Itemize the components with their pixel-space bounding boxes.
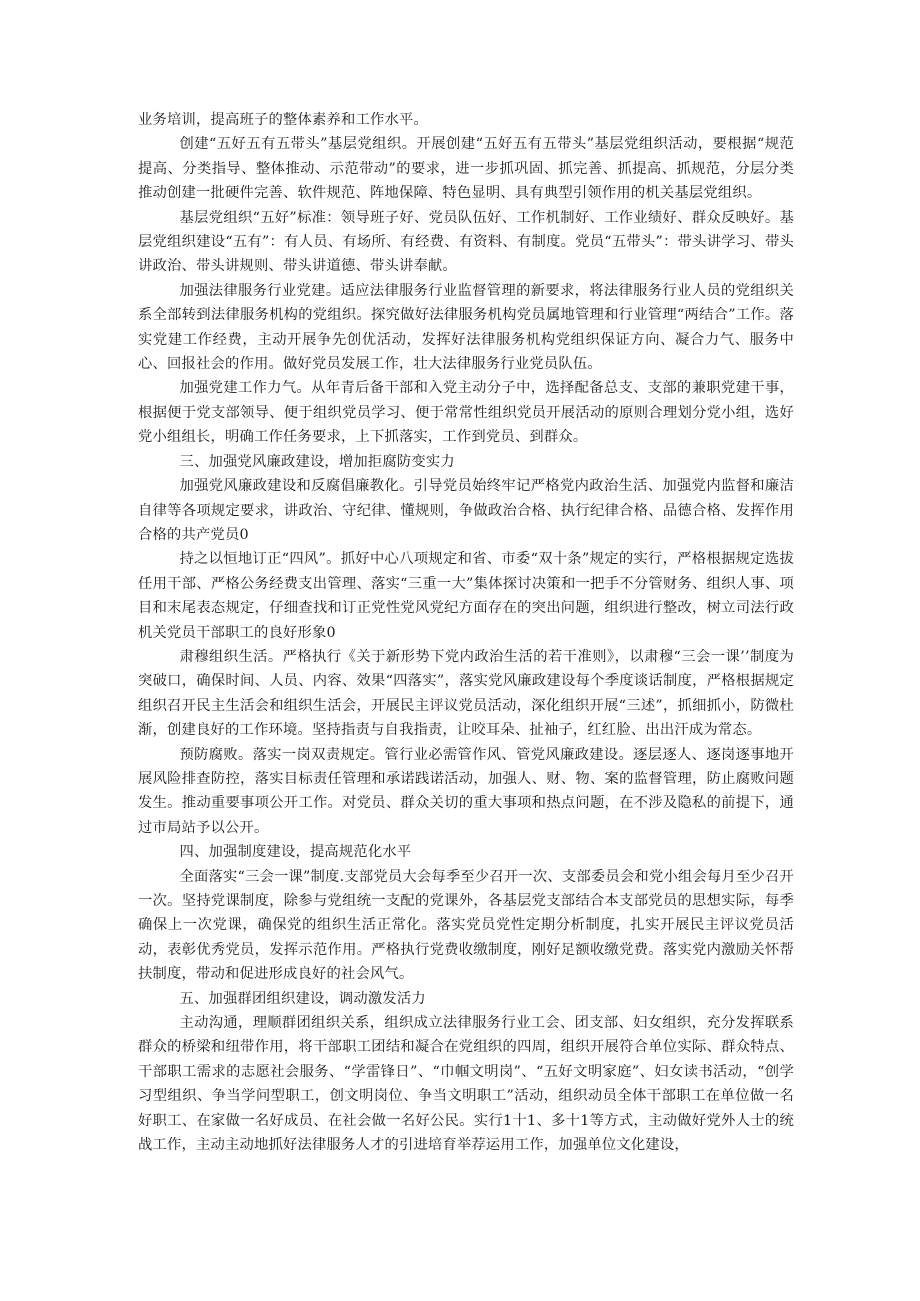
paragraph-five-good-creation: 创建“五好五有五带头”基层党组织。开展创建“五好五有五带头”基层党组织活动，要根据“规范提高、分类指导、整体推动、示范带动”的要求，进一步抓巩固、抓完善、抓提高、抓规范，分层分类推动创建一批硬件完善、软件规范、阵地保障、特色显明、具有典型引领作用的机关基层党组织。 [138, 136, 794, 202]
paragraph-organizational-life: 肃穆组织生活。严格执行《关于新形势下党内政治生活的若干准则》，以肃穆“三会一课’’制度为突破口，确保时间、人员、内容、效果“四落实”，落实党风廉政建设每个季度谈话制度，严格根据规定组织召开民主生活会和组织生活会，开展民主评议党员活动，深化组织开展“三述”，抓细抓小，防微杜渐，创建良好的工作环境。坚持指责与自我指责，让咬耳朵、扯袖子，红红脸、出出汗成为常态。 [138, 648, 794, 739]
section-heading-4: 四、加强制度建设，提高规范化水平 [179, 844, 412, 861]
paragraph-anti-corruption-education: 加强党风廉政建设和反腐倡廉教化。引导党员始终牢记严格党内政治生活、加强党内监督和廉洁自律等各项规定要求，讲政治、守纪律、懂规则，争做政治合格、执行纪律合格、品德合格、发挥作用合格的共产党员0 [138, 478, 794, 543]
section-heading-3: 三、加强党风廉政建设，增加拒腐防变实力 [179, 453, 455, 470]
paragraph-legal-service-party-building: 加强法律服务行业党建。适应法律服务行业监督管理的新要求，将法律服务行业人员的党组织关系全部转到法律服务机构的党组织。探究做好法律服务机构党员属地管理和行业管理“两结合”工作。落实党建工作经费，主动开展争先创优活动，发挥好法律服务机构党组织保证方向、凝合力气、服务中心、回报社会的作用。做好党员发展工作，壮大法律服务行业党员队伍。 [138, 282, 794, 373]
paragraph-three-meetings: 全面落实“三会一课”制度.支部党员大会每季至少召开一次、支部委员会和党小组会每月至少召开一次。坚持党课制度，除参与党组统一支配的党课外，各基层党支部结合本支部党员的思想实际，每季确保上一次党课，确保党的组织生活正常化。落实党员党性定期分析制度，扎实开展民主评议党员活动，表彰优秀党员，发挥示范作用。严格执行党费收缴制度，刚好足额收缴党费。落实党内激励关怀帮扶制度，带动和促进形成良好的社会风气。 [138, 868, 794, 983]
paragraph-five-good-standards: 基层党组织“五好”标准：领导班子好、党员队伍好、工作机制好、工作业绩好、群众反映好。基层党组织建设“五有”：有人员、有场所、有经费、有资料、有制度。党员“五带头”：带头讲学习、带头讲政治、带头讲规则、带头讲道德、带头讲奉献。 [138, 209, 794, 275]
paragraph-continuation: 业务培训，提高班子的整体素养和工作水平。 [138, 112, 428, 128]
section-heading-5: 五、加强群团组织建设，调动激发活力 [179, 990, 426, 1007]
paragraph-four-styles: 持之以恒地订正“四风”。抓好中心八项规定和省、市委“双十条”规定的实行，严格根据规定选拔任用干部、严格公务经费支出管理、落实“三重一大”集体探讨决策和一把手不分管财务、组织人事、项目和末尾表态规定，仔细查找和订正党性党风党纪方面存在的突出问题，组织进行整改，树立司法行政机关党员干部职工的良好形象0 [138, 551, 794, 641]
paragraph-mass-organizations: 主动沟通，理顺群团组织关系，组织成立法律服务行业工会、团支部、妇女组织，充分发挥联系群众的桥梁和纽带作用，将干部职工团结和凝合在党组织的四周，组织开展符合单位实际、群众特点、干部职工需求的志愿社会服务、“学雷锋日”、“巾帼文明岗”、“五好文明家庭”、妇女读书活动，“创学习型组织、争当学问型职工，创文明岗位、争当文明职工”活动，组织动员全体干部职工在单位做一名好职工、在家做一名好成员、在社会做一名好公民。实行1十1、多十1等方式，主动做好党外人士的统战工作，主动主动地抓好法律服务人才的引进培育举荐运用工作，加强单位文化建设， [138, 1015, 794, 1154]
document-page [138, 108, 794, 1157]
paragraph-corruption-prevention: 预防腐败。落实一岗双责规定。管行业必需管作风、管党风廉政建设。逐层逐人、逐岗逐事地开展风险排查防控，落实目标责任管理和承诺践诺活动，加强人、财、物、案的监督管理，防止腐败问题发生。推动重要事项公开工作。对党员、群众关切的重大事项和热点问题，在不涉及隐私的前提下，通过市局站予以公开。 [138, 746, 794, 836]
paragraph-party-building-strength: 加强党建工作力气。从年青后备干部和入党主动分子中，选择配备总支、支部的兼职党建干事，根据便于党支部领导、便于组织党员学习、便于常常性组织党员开展活动的原则合理划分党小组，选好党小组组长，明确工作任务要求，上下抓落实，工作到党员、到群众。 [138, 380, 794, 446]
